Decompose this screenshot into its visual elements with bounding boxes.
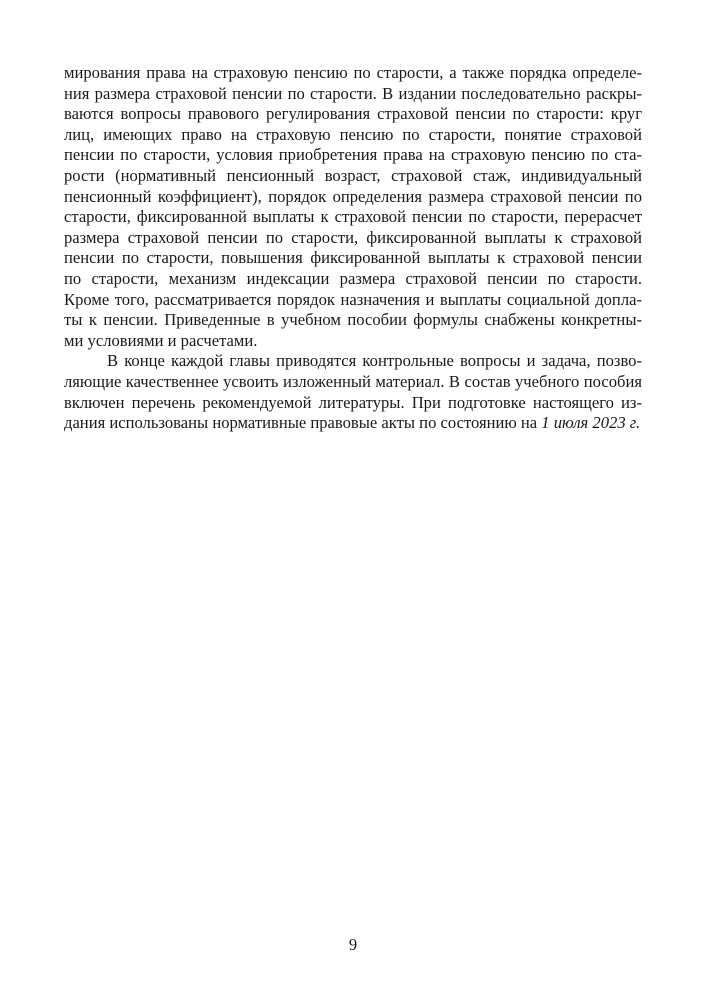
- text-line: лиц, имеющих право на страховую пенсию по старости, понятие страховой: [64, 124, 642, 144]
- text-line: Кроме того, рассматривается порядок назначения и выплаты социальной допла-: [64, 289, 642, 309]
- text-line: мирования права на страховую пенсию по старости, а также порядка определе-: [64, 63, 642, 82]
- text-line: ты к пенсии. Приведенные в учебном пособии формулы снабжены конкретны-: [64, 310, 642, 330]
- text-line: пенсии по старости, условия приобретения права на страховую пенсию по ста-: [64, 145, 642, 165]
- text-line: по старости, механизм индексации размера страховой пенсии по старости.: [64, 268, 642, 288]
- text-line: В конце каждой главы приводятся контрольные вопросы и задача, позво-: [107, 351, 642, 371]
- paragraph-1: [64, 63, 642, 351]
- text-line: старости, фиксированной выплаты к страховой пенсии по старости, перерасчет: [64, 207, 642, 227]
- text-line: пенсии по старости, повышения фиксированной выплаты к страховой пенсии: [64, 248, 642, 268]
- date-emphasis: 1 июля 2023 г.: [541, 413, 641, 433]
- page-number: 9: [348, 935, 358, 954]
- text-line: ляющие качественнее усвоить изложенный материал. В состав учебного пособия: [64, 371, 642, 391]
- text-line: ми условиями и расчетами.: [64, 330, 258, 350]
- text-line: пенсионный коэффициент), порядок определения размера страховой пенсии по: [64, 186, 642, 206]
- text-line: ваются вопросы правового регулирования страховой пенсии по старости: круг: [64, 104, 642, 124]
- paragraph-2: [64, 351, 642, 433]
- text-line: рости (нормативный пенсионный возраст, страховой стаж, индивидуальный: [64, 165, 642, 185]
- text-line: [64, 413, 642, 434]
- body-text: [64, 63, 642, 434]
- text-line: включен перечень рекомендуемой литературы. При подготовке настоящего из-: [64, 392, 642, 412]
- text-run: дания использованы нормативные правовые акты по состоянию на: [64, 413, 542, 433]
- text-line: ния размера страховой пенсии по старости. В издании последовательно раскры-: [64, 83, 642, 103]
- text-line: размера страховой пенсии по старости, фиксированной выплаты к страховой: [64, 227, 642, 247]
